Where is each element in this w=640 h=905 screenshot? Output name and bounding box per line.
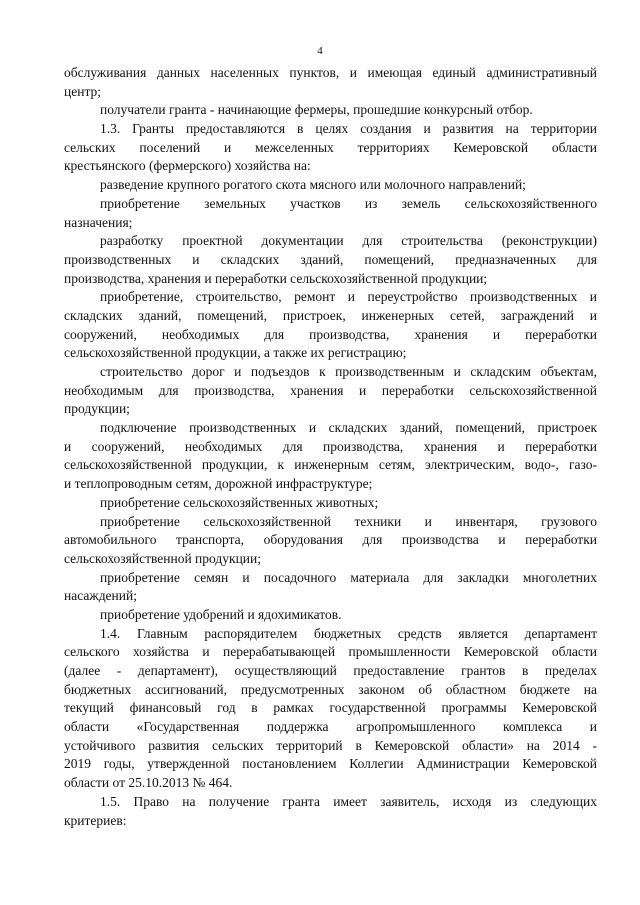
text-line: устойчивого развития сельских территорий в Кемеровской области» на 2014 -	[64, 737, 597, 753]
text-line: получатели гранта - начинающие фермеры, прошедшие конкурсный отбор.	[100, 102, 533, 118]
text-line: производственных и складских зданий, помещений, предназначенных для	[64, 251, 597, 267]
text-line: приобретение удобрений и ядохимикатов.	[100, 606, 342, 622]
text-line: необходимым для производства, хранения и переработки сельскохозяйственной	[64, 382, 597, 398]
text-line: приобретение сельскохозяйственных животных;	[100, 494, 379, 510]
text-line: обслуживания данных населенных пунктов, и имеющая единый административный	[64, 65, 597, 80]
text-line: 1.3. Гранты предоставляются в целях создания и развития на территории	[100, 121, 597, 137]
text-line: приобретение земельных участков из земель сельскохозяйственного	[100, 195, 597, 211]
text-line: области от 25.10.2013 № 464.	[64, 775, 233, 791]
text-line: 2019 годы, утвержденной постановлением Коллегии Администрации Кемеровской	[64, 756, 597, 772]
text-line: крестьянского (фермерского) хозяйства на:	[64, 158, 311, 174]
text-line: назначения;	[64, 214, 133, 230]
text-line: центр;	[64, 83, 102, 99]
text-line: сельскохозяйственной продукции, к инженерным сетям, электрическим, водо-, газо-	[64, 457, 597, 473]
text-line: сельскохозяйственной продукции, а также их регистрацию;	[64, 345, 407, 361]
text-line: строительство дорог и подъездов к производственным и складским объектам,	[100, 364, 597, 379]
text-line: насаждений;	[64, 588, 137, 604]
text-line: и сооружений, необходимых для производства, хранения и переработки	[64, 438, 597, 454]
text-line: автомобильного транспорта, оборудования для производства и переработки	[64, 532, 597, 548]
text-line: и теплопроводным сетям, дорожной инфраструктуре;	[64, 476, 373, 492]
text-line: продукции;	[64, 401, 130, 417]
text-line: области «Государственная поддержка агропромышленного комплекса и	[64, 719, 597, 735]
text-line: сооружений, необходимых для производства, хранения и переработки	[64, 326, 597, 342]
text-line: 1.4. Главным распорядителем бюджетных средств является департамент	[100, 625, 597, 641]
text-line: 1.5. Право на получение гранта имеет заявитель, исходя из следующих	[100, 793, 597, 809]
text-line: критериев:	[64, 812, 127, 828]
text-line: разработку проектной документации для строительства (реконструкции)	[100, 233, 597, 249]
text-line: приобретение, строительство, ремонт и переустройство производственных и	[100, 289, 597, 305]
text-line: (далее - департамент), осуществляющий предоставление грантов в пределах	[64, 663, 597, 678]
text-line: сельскохозяйственной продукции;	[64, 550, 261, 566]
document-body	[64, 64, 597, 830]
text-line: подключение производственных и складских зданий, помещений, пристроек	[100, 420, 597, 436]
text-line: разведение крупного рогатого скота мясного или молочного направлений;	[100, 177, 526, 193]
text-line: бюджетных ассигнований, предусмотренных законом об областном бюджете на	[64, 681, 597, 697]
page-number: 4	[317, 45, 323, 57]
text-line: приобретение семян и посадочного материала для закладки многолетних	[100, 569, 597, 585]
text-line: сельского хозяйства и перерабатывающей промышленности Кемеровской области	[64, 644, 597, 660]
text-line: производства, хранения и переработки сельскохозяйственной продукции;	[64, 270, 488, 286]
text-line: сельских поселений и межселенных территориях Кемеровской области	[64, 139, 597, 155]
text-line: текущий финансовый год в рамках государственной программы Кемеровской	[64, 700, 597, 716]
text-line: складских зданий, помещений, пристроек, инженерных сетей, заграждений и	[64, 307, 597, 323]
text-line: приобретение сельскохозяйственной техники и инвентаря, грузового	[100, 513, 597, 529]
